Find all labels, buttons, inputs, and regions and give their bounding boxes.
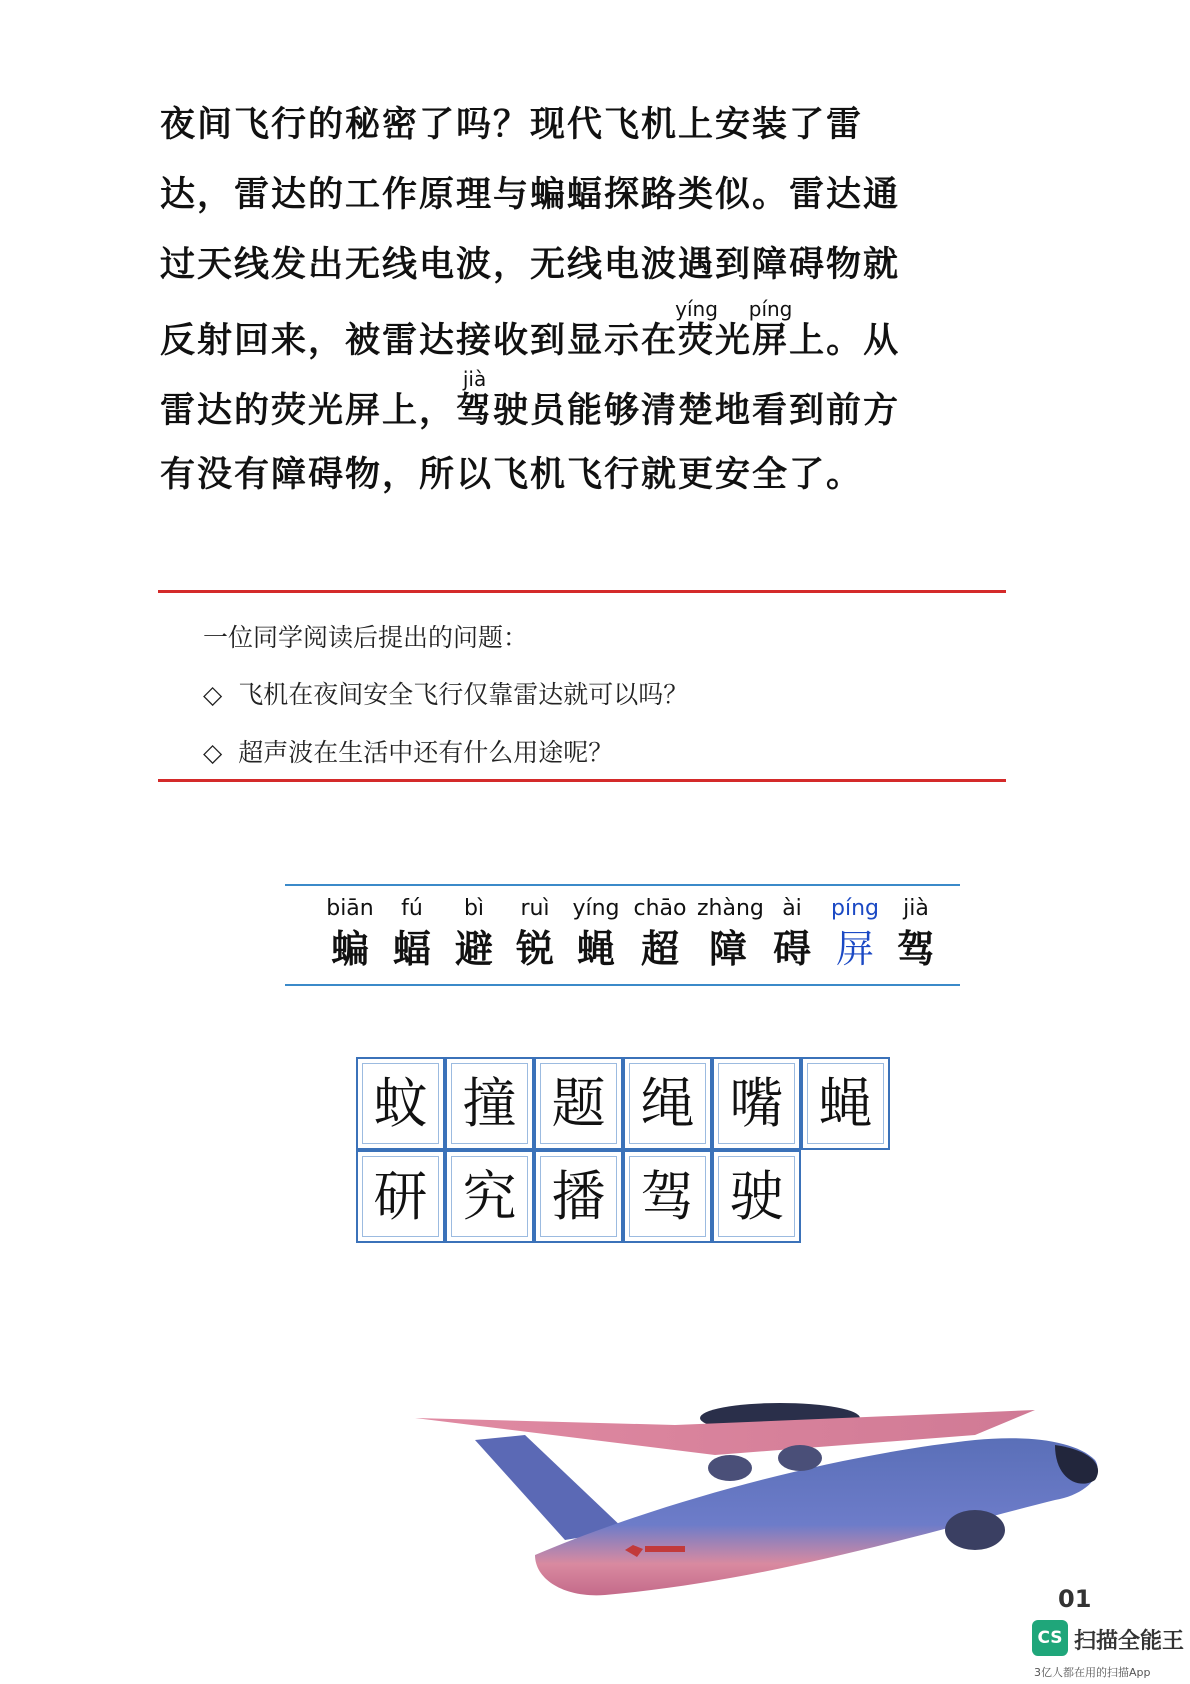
vocabulary-strip xyxy=(285,884,960,986)
vocab-item xyxy=(885,894,947,974)
grid-cell: 嘴 xyxy=(712,1057,801,1150)
scanner-watermark xyxy=(1032,1620,1185,1680)
vocab-char: 屏 xyxy=(835,927,874,971)
diamond-icon: ◇ xyxy=(203,738,223,767)
vocab-item xyxy=(629,894,691,974)
watermark-app-name: 扫描全能王 xyxy=(1074,1629,1185,1654)
vocab-pinyin: biān xyxy=(326,896,374,921)
page-number: 01 xyxy=(1058,1585,1092,1613)
vocab-char: 蝙 xyxy=(330,926,369,971)
reading-passage xyxy=(160,90,901,510)
vocab-pinyin: chāo xyxy=(633,896,687,921)
grid-cell: 研 xyxy=(356,1150,445,1243)
vocab-char: 超 xyxy=(640,926,679,971)
vocab-char: 锐 xyxy=(515,926,554,971)
passage-line: 有没有障碍物，所以飞机飞行就更安全了。 xyxy=(160,454,864,495)
insignia-bar xyxy=(645,1546,685,1552)
grid-cell: 蝇 xyxy=(801,1057,890,1150)
grid-cell: 撞 xyxy=(445,1057,534,1150)
ruby-pinyin: píng xyxy=(748,297,793,321)
vocab-char: 障 xyxy=(708,926,747,971)
vocab-item xyxy=(443,894,505,974)
ruby-pinyin: jià xyxy=(456,367,494,391)
passage-line xyxy=(160,367,901,440)
engine xyxy=(945,1510,1005,1550)
vocab-pinyin: ài xyxy=(782,896,802,921)
ruby-char: 驾 xyxy=(456,390,494,431)
vocab-pinyin: jià xyxy=(903,896,929,921)
question-text: 超声波在生活中还有什么用途呢？ xyxy=(238,738,614,767)
passage-line: 夜间飞行的秘密了吗？现代飞机上安装了雷 xyxy=(160,104,864,145)
ruby-jia xyxy=(456,367,494,431)
passage-text: 反射回来，被雷达接收到显示在 xyxy=(160,320,679,361)
vocab-pinyin: yíng xyxy=(572,896,620,921)
vocab-item xyxy=(319,894,381,974)
vocab-item xyxy=(565,894,627,974)
passage-text: 雷达的荧光屏上， xyxy=(160,390,457,431)
vocab-pinyin: zhàng xyxy=(697,896,764,921)
grid-cell: 播 xyxy=(534,1150,623,1243)
vocab-pinyin: píng xyxy=(831,896,879,921)
vocab-char: 蝇 xyxy=(576,926,615,971)
questions-title: 一位同学阅读后提出的问题： xyxy=(203,623,529,652)
tail-fin xyxy=(475,1435,625,1540)
camscanner-logo-icon: CS xyxy=(1032,1620,1068,1656)
ruby-pinyin: yíng xyxy=(675,297,718,321)
passage-line: 达，雷达的工作原理与蝙蝠探路类似。雷达通 xyxy=(160,174,901,215)
vocab-pinyin: bì xyxy=(463,896,485,921)
grid-cell: 驾 xyxy=(623,1150,712,1243)
grid-cell: 驶 xyxy=(712,1150,801,1243)
vocab-item xyxy=(381,894,443,974)
questions-box xyxy=(158,590,1006,782)
engine xyxy=(708,1455,752,1481)
question-text: 飞机在夜间安全飞行仅靠雷达就可以吗？ xyxy=(238,680,689,709)
passage-text: 驶员能够清楚地看到前方 xyxy=(493,390,901,431)
passage-text: 上。从 xyxy=(789,320,901,361)
passage-line: 过天线发出无线电波，无线电波遇到障碍物就 xyxy=(160,244,901,285)
vocab-char: 蝠 xyxy=(392,926,431,971)
grid-cell: 蚊 xyxy=(356,1057,445,1150)
vocab-pinyin: ruì xyxy=(520,896,550,921)
vocab-item-highlighted xyxy=(824,894,886,974)
question-item xyxy=(203,675,688,711)
grid-cell: 题 xyxy=(534,1057,623,1150)
vocab-char: 避 xyxy=(454,926,493,971)
vocab-pinyin: fú xyxy=(401,896,423,921)
vocab-item xyxy=(761,894,823,974)
ruby-char: 荧 xyxy=(675,320,718,361)
diamond-icon: ◇ xyxy=(203,680,223,709)
radar-airplane-illustration xyxy=(415,1380,1105,1605)
vocab-char: 驾 xyxy=(896,926,935,971)
grid-cell: 究 xyxy=(445,1150,534,1243)
ruby-char: 屏 xyxy=(748,320,793,361)
vocab-item xyxy=(697,894,764,974)
ruby-ping xyxy=(748,297,793,361)
watermark-tagline: 3亿人都在用的扫描App xyxy=(1034,1666,1151,1679)
question-item xyxy=(203,733,613,769)
passage-line xyxy=(160,297,901,370)
passage-text: 光 xyxy=(715,320,753,361)
vocab-item xyxy=(504,894,566,974)
grid-cell: 绳 xyxy=(623,1057,712,1150)
ruby-ying xyxy=(675,297,718,361)
vocab-char: 碍 xyxy=(772,926,811,971)
engine xyxy=(778,1445,822,1471)
